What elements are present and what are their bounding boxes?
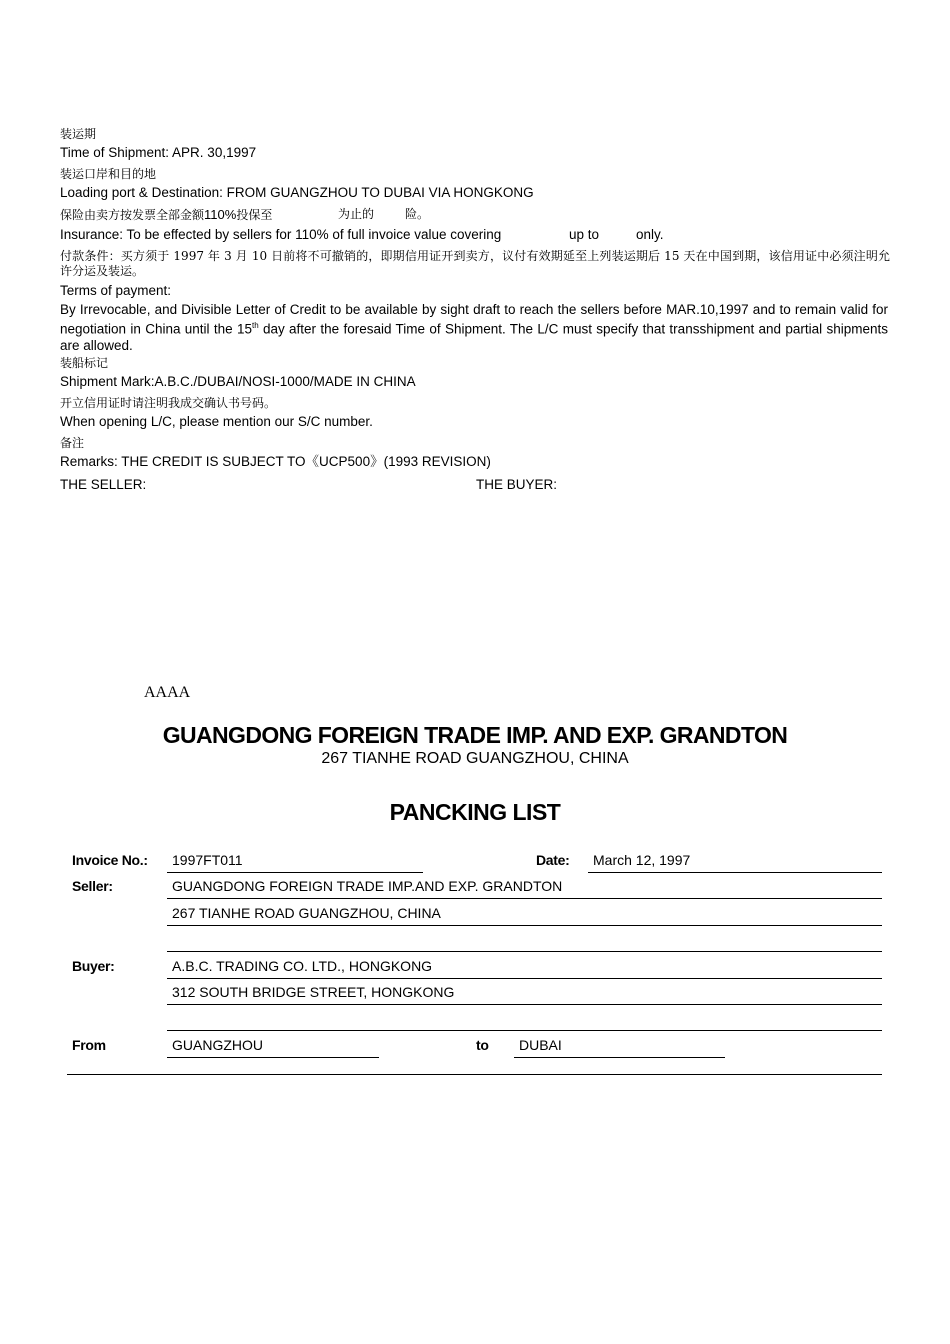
section-divider — [67, 1074, 882, 1075]
payment-terms-b: day after the foresaid Time of Shipment. The L/C must specify that transshipment and partial shipments are allowed. — [60, 321, 888, 353]
insurance-a: Insurance: To be effected by sellers for 110% of full invoice value covering — [60, 227, 502, 242]
to-underline — [514, 1057, 725, 1058]
invoice-underline — [167, 872, 423, 873]
from-label: From — [72, 1037, 106, 1053]
company-name: GUANGDONG FOREIGN TRADE IMP. AND EXP. GRANDTON — [162, 722, 788, 748]
from-underline — [167, 1057, 379, 1058]
payment-zh: 付款条件：买方须于 1997 年 3 月 10 日前将不可撤销的，即期信用证开到卖方，议付有效期延至上列装运期后 15 天在中国到期，该信用证中必须注明允许分运及装运。 — [60, 249, 890, 278]
payment-terms — [60, 302, 888, 354]
seller-underline-2 — [167, 925, 882, 926]
payment-label: Terms of payment: — [60, 283, 172, 298]
seller-underline-1 — [167, 898, 882, 899]
insurance-b: up to — [569, 227, 600, 242]
shipment-time-zh: 装运期 — [60, 127, 97, 141]
buyer-line-2: 312 SOUTH BRIDGE STREET, HONGKONG — [172, 984, 455, 1000]
loading-zh: 装运口岸和目的地 — [60, 167, 157, 181]
remarks: Remarks: THE CREDIT IS SUBJECT TO《UCP500》(1993 REVISION) — [60, 454, 491, 469]
insurance-zh-c: 为止的 — [338, 207, 375, 221]
buyer-underline-3 — [167, 1030, 882, 1031]
date-value: March 12, 1997 — [593, 852, 691, 868]
insurance-zh-pct: 110% — [204, 207, 237, 222]
buyer-label: Buyer: — [72, 958, 115, 974]
insurance-c: only. — [636, 227, 664, 242]
remarks-zh: 备注 — [60, 436, 85, 450]
shipment-time: Time of Shipment: APR. 30,1997 — [60, 145, 257, 160]
payment-sup: th — [251, 321, 259, 330]
insurance-zh — [60, 207, 272, 223]
header-code: AAAA — [144, 684, 191, 701]
to-port: DUBAI — [519, 1037, 562, 1053]
invoice-number: 1997FT011 — [172, 852, 243, 868]
lc-zh: 开立信用证时请注明我成交确认书号码。 — [60, 396, 277, 410]
page-title: PANCKING LIST — [389, 799, 561, 825]
lc-note: When opening L/C, please mention our S/C number. — [60, 414, 373, 429]
date-label: Date: — [536, 852, 570, 868]
seller-underline-3 — [167, 951, 882, 952]
payment-terms-a: By Irrevocable, and Divisible Letter of Credit to be available by sight draft to reach the sellers before MAR.10,1997 and to remain valid for negotiation in China until the 15 — [60, 302, 888, 337]
buyer-signature-label: THE BUYER: — [476, 477, 558, 492]
seller-line-2: 267 TIANHE ROAD GUANGZHOU, CHINA — [172, 905, 441, 921]
shipment-mark: Shipment Mark:A.B.C./DUBAI/NOSI-1000/MADE IN CHINA — [60, 374, 416, 389]
from-port: GUANGZHOU — [172, 1037, 263, 1053]
company-address: 267 TIANHE ROAD GUANGZHOU, CHINA — [321, 750, 629, 767]
date-underline — [588, 872, 882, 873]
buyer-underline-1 — [167, 978, 882, 979]
seller-label: Seller: — [72, 878, 113, 894]
buyer-underline-2 — [167, 1004, 882, 1005]
seller-line-1: GUANGDONG FOREIGN TRADE IMP.AND EXP. GRANDTON — [172, 878, 563, 894]
insurance-zh-d: 险。 — [405, 207, 430, 221]
seller-signature-label: THE SELLER: — [60, 477, 147, 492]
to-label: to — [476, 1037, 489, 1053]
mark-zh: 装船标记 — [60, 356, 109, 370]
insurance-zh-b: 投保至 — [236, 208, 273, 222]
buyer-line-1: A.B.C. TRADING CO. LTD., HONGKONG — [172, 958, 433, 974]
invoice-label: Invoice No.: — [72, 852, 148, 868]
loading-destination: Loading port & Destination: FROM GUANGZHOU TO DUBAI VIA HONGKONG — [60, 185, 534, 200]
insurance-zh-a: 保险由卖方按发票全部金额 — [60, 208, 205, 222]
